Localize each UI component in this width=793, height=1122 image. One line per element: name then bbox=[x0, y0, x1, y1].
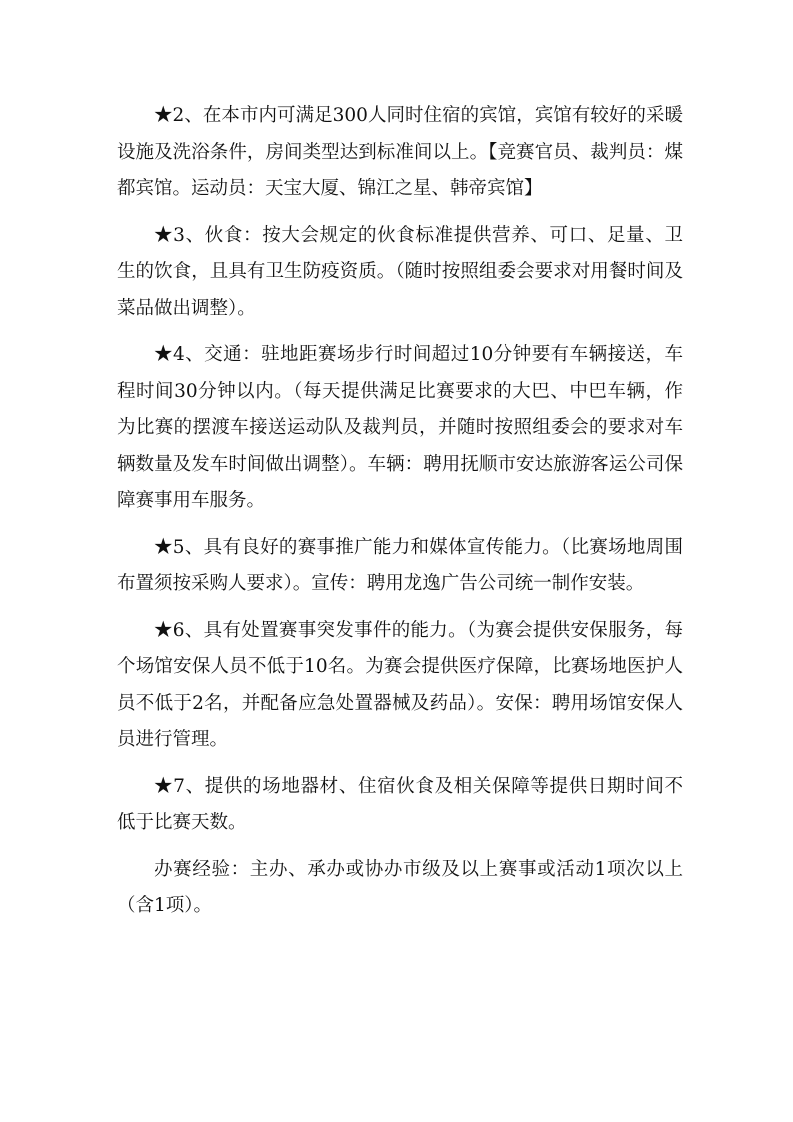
requirement-emergency: ★6、具有处置赛事突发事件的能力。（为赛会提供安保服务，每个场馆安保人员不低于10名。为赛会提供医疗保障，比赛场地医护人员不低于2名，并配备应急处置器械及药品）。安保：聘用场馆安保人员进行管理。 bbox=[117, 619, 683, 750]
document-body bbox=[117, 98, 683, 935]
requirement-promotion: ★5、具有良好的赛事推广能力和媒体宣传能力。（比赛场地周围布置须按采购人要求）。宣传：聘用龙逸广告公司统一制作安装。 bbox=[117, 536, 683, 594]
requirement-catering: ★3、伙食：按大会规定的伙食标准提供营养、可口、足量、卫生的饮食，且具有卫生防疫资质。（随时按照组委会要求对用餐时间及菜品做出调整）。 bbox=[117, 224, 683, 319]
requirement-transport: ★4、交通：驻地距赛场步行时间超过10分钟要有车辆接送，车程时间30分钟以内。（每天提供满足比赛要求的大巴、中巴车辆，作为比赛的摆渡车接送运动队及裁判员，并随时按照组委会的要求对车辆数量及发车时间做出调整）。车辆：聘用抚顺市安达旅游客运公司保障赛事用车服务。 bbox=[117, 344, 683, 511]
requirement-duration: ★7、提供的场地器材、住宿伙食及相关保障等提供日期时间不低于比赛天数。 bbox=[117, 775, 683, 833]
requirement-accommodation: ★2、在本市内可满足300人同时住宿的宾馆，宾馆有较好的采暖设施及洗浴条件，房间类型达到标准间以上。【竞赛官员、裁判员：煤都宾馆。运动员：天宝大厦、锦江之星、韩帝宾馆】 bbox=[117, 105, 683, 199]
requirement-experience: 办赛经验：主办、承办或协办市级及以上赛事或活动1项次以上（含1项）。 bbox=[117, 858, 683, 916]
